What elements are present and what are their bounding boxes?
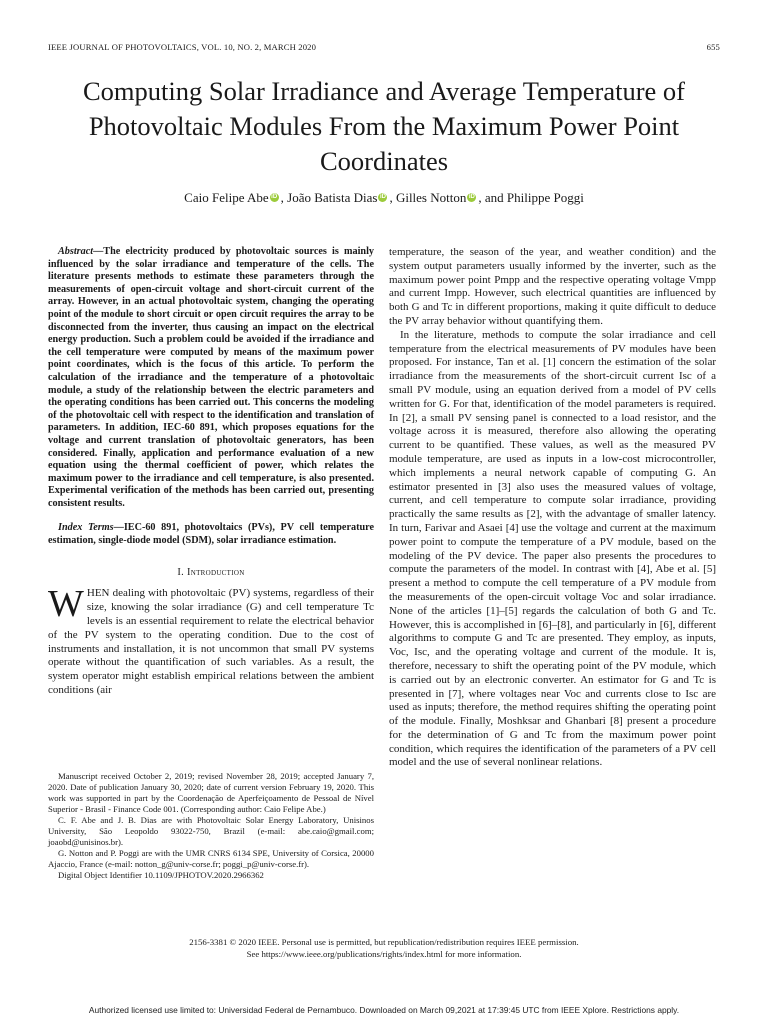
left-column	[48, 246, 374, 698]
author-list	[40, 190, 728, 206]
body-paragraph: temperature, the season of the year, and weather condition) and the system output parameters usually informed by the inverter, such as the maximum power point Pmpp and the respective operating voltage Vmpp and current Impp. However, such electrical quantities are influenced by both G and Tc in different proportions, making it quite difficult to deduce the PV array behavior without quantifying them.	[389, 246, 716, 327]
author-name: , João Batista Dias	[280, 190, 378, 205]
license-footer: Authorized licensed use limited to: Universidad Federal de Pernambuco. Downloaded on March 09,2021 at 17:39:45 UTC from IEEE Xplore. Restrictions apply.	[88, 1005, 680, 1015]
index-terms-label: Index Terms	[58, 522, 114, 534]
section-heading: I. Introduction	[177, 566, 245, 578]
index-terms	[48, 522, 374, 547]
orcid-icon[interactable]: iD	[271, 194, 278, 200]
copyright-line: 2156-3381 © 2020 IEEE. Personal use is permitted, but republication/redistribution requires IEEE permission.	[189, 937, 579, 947]
copyright-notice	[40, 937, 728, 960]
abstract	[48, 246, 374, 510]
paper-title: Computing Solar Irradiance and Average Temperature of Photovoltaic Modules From the Maximum Power Point Coordinates	[82, 76, 686, 176]
body-paragraph: In the literature, methods to compute the solar irradiance and cell temperature from the electrical measurements of PV modules have been proposed. For instance, Tan et al. [1] concern the estimation of the solar irradiance from the measurements of the short-circuit current Isc of a small PV module, using an equation derived from a model of PV cells written for G. For that, identification of the model parameters is required. In [2], a small PV sensing panel is connected to a load resistor, and the voltage across it is measured, therefore also allowing the operating current to be quantified. These values, as well as the measured PV module temperature, are used as inputs in a low-cost microcontroller, which implements a neural network capable of computing G. An estimator presented in [3] also uses the measured values of voltage, current, and cell temperature to compute solar irradiance, providing practically the same results as [2], with the advantage of smaller latency. In turn, Farivar and Asaei [4] use the voltage and current at the maximum power point to compute the temperature of a PV module, based on the modeling of the PV device. The paper also presents the procedures to compute the parameters of the model. In contrast with [4], Abe et al. [5] present a method to compute the cell temperature of a PV module from the measurements of the open-circuit voltage Voc and solar irradiance. None of the articles [1]–[5] regards the calculation of both G and Tc. However, this is accomplished in [6]–[8], and particularly in [6], different algorithms to compute G and Tc are presented. They employ, as inputs, Voc, Isc, and the operating voltage and current of the module. It is, therefore, necessary to shift the operating point of the PV module, which is carried out by an electronic converter. An estimator for G and Tc is presented in [7], where voltages near Voc and currents close to Isc are used as inputs; therefore, the method requires shifting the operating point of the module. Finally, Moshksar and Ghanbari [8] present a procedure for the determination of G and Tc from the maximum power point condition, which requires the identification of the parameters of a PV cell model and the use of several nonlinear relations.	[389, 328, 716, 769]
page-number: 655	[706, 42, 720, 52]
drop-cap: W	[48, 583, 84, 626]
abstract-text: —The electricity produced by photovoltaic sources is mainly influenced by the solar irradiance and temperature of the cells. The literature presents methods to estimate these parameters through the measurements of open-circuit voltage and short-circuit current of the array. However, in an actual photovoltaic system, changing the operating point of the module to short circuit or open circuit requires the array to be disconnected from the inverter, thus causing an impact on the electrical energy production. Such a problem could be avoided if the irradiance and the cell temperature were computed by means of the maximum power point coordinates, which is the focus of this article. To perform the calculation of the irradiance and the temperature of a photovoltaic module, a study of the relationship between the electric parameters and the operating conditions has been carried out. This concerns the modeling of the photovoltaic cell with respect to the identification and translation of parameters. In addition, IEC-60 891, which proposes equations for the voltage and current translation of photovoltaic generators, has been considered. Finally, application and performance evaluation of a new equation using the thermal coefficient of power, which relates the maximum power to the irradiance and cell temperature, is also presented. Experimental verification of the methods has been carried out, presenting consistent results.	[48, 246, 374, 509]
footnote-manuscript: Manuscript received October 2, 2019; revised November 28, 2019; accepted January 7, 2020. Date of publication January 30, 2020; date of current version February 19, 2020. This work was supported in part by the Coordenação de Aperfeiçoamento de Pessoal de Nível Superior - Brasil - Finance Code 001. (Corresponding author: Caio Felipe Abe.)	[48, 771, 374, 814]
footnote-affiliation-2: G. Notton and P. Poggi are with the UMR CNRS 6134 SPE, University of Corsica, 20000 Ajaccio, France (e-mail: notton_g@univ-corse.fr; poggi_p@univ-corse.fr).	[48, 848, 374, 869]
running-header	[48, 42, 720, 52]
rights-link[interactable]: See https://www.ieee.org/publications/rights/index.html for more information.	[246, 948, 522, 959]
orcid-icon[interactable]: iD	[379, 194, 386, 200]
right-column	[389, 246, 716, 770]
footnotes	[48, 771, 374, 881]
footnote-doi: Digital Object Identifier 10.1109/JPHOTOV.2020.2966362	[58, 870, 264, 880]
intro-paragraph	[48, 583, 374, 697]
footnote-affiliation-1: C. F. Abe and J. B. Dias are with Photovoltaic Solar Energy Laboratory, Unisinos University, São Leopoldo 93022-750, Brazil (e-mail: abe.caio@gmail.com; joaobd@unisinos.br).	[48, 815, 374, 847]
author-name: Caio Felipe Abe	[184, 190, 269, 205]
author-name: , and Philippe Poggi	[478, 190, 584, 205]
journal-info: IEEE JOURNAL OF PHOTOVOLTAICS, VOL. 10, NO. 2, MARCH 2020	[48, 42, 317, 52]
intro-text: HEN dealing with photovoltaic (PV) systems, regardless of their size, knowing the solar irradiance (G) and cell temperature Tc levels is an essential requirement to relate the electrical behavior of the PV system to the operating condition. Due to the cost of instruments and installation, it is not uncommon that small PV systems operate without the quantification of such variables. As a result, the system operator might establish empirical relations between the ambient conditions (air	[48, 587, 374, 697]
abstract-label: Abstract	[58, 246, 94, 257]
index-terms-text: —IEC-60 891, photovoltaics (PVs), PV cell temperature estimation, single-diode model (SDM), solar irradiance estimation.	[48, 522, 374, 547]
author-name: , Gilles Notton	[389, 190, 467, 205]
orcid-icon[interactable]: iD	[468, 194, 475, 200]
